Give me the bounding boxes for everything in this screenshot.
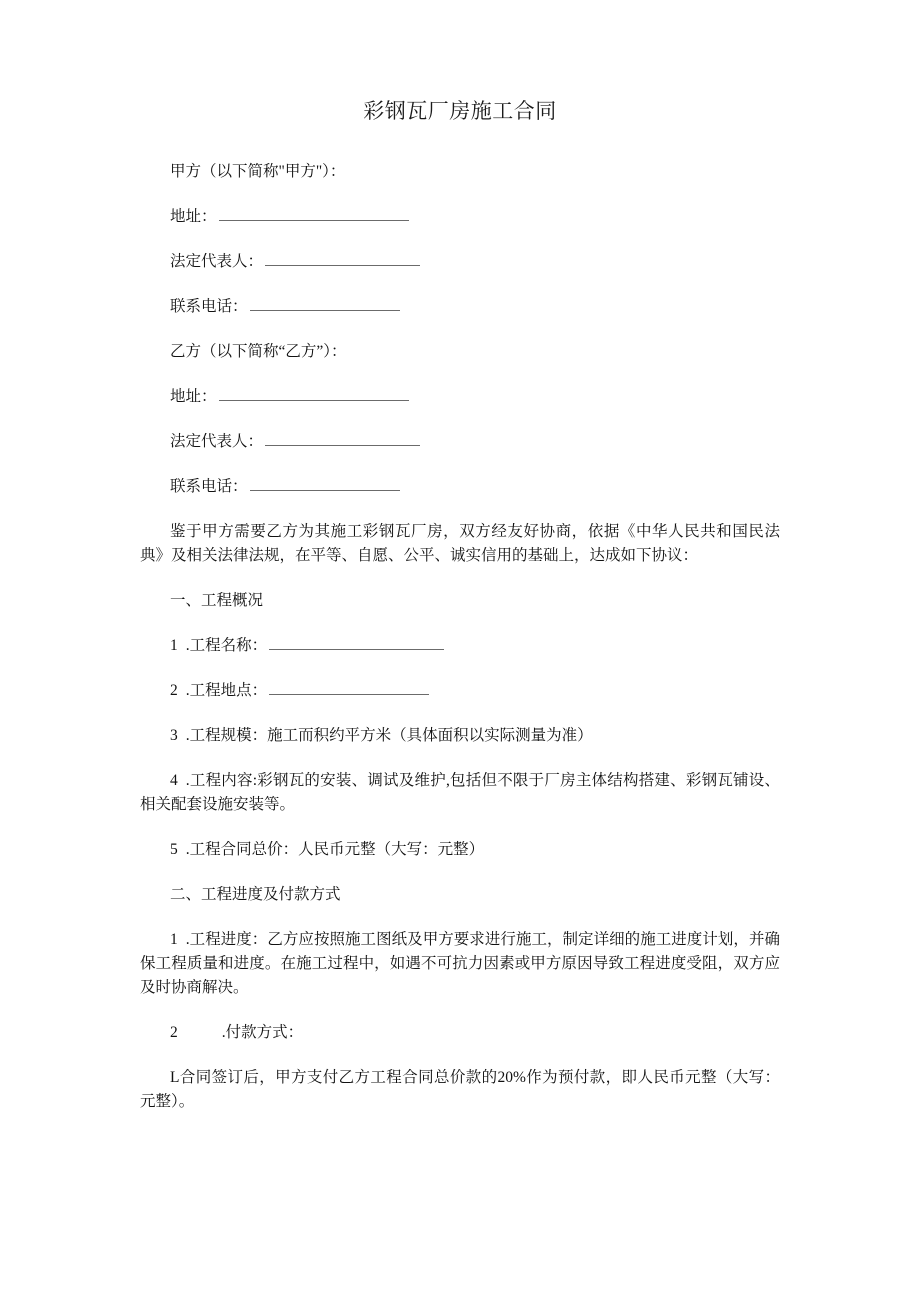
item-number: 5 — [170, 841, 178, 858]
payment-term-1: L合同签订后，甲方支付乙方工程合同总价款的20%作为预付款，即人民币元整（大写：元整）。 — [140, 1069, 780, 1110]
item-number: 2 — [170, 682, 178, 699]
party-b-representative-row — [140, 430, 780, 475]
item-dot: . — [221, 1024, 226, 1041]
section-heading-1: 一、工程概况 — [170, 592, 264, 609]
party-a-representative-label: 法定代表人： — [170, 253, 264, 270]
party-b-heading: 乙方（以下简称“乙方”）： — [170, 343, 347, 360]
section-2-item-1 — [140, 928, 780, 1021]
item-text: 乙方应按照施工图纸及甲方要求进行施工，制定详细的施工进度计划，并确保工程质量和进度。在施工过程中，如遇不可抗力因素或甲方原因导致工程进度受阻，双方应及时协商解决。 — [140, 931, 780, 996]
item-label: 工程合同总价： — [189, 841, 299, 858]
section-1-item-1 — [140, 634, 780, 679]
item-dot: . — [185, 637, 190, 654]
party-a-representative-row — [140, 250, 780, 295]
section-2-item-2 — [140, 1021, 780, 1066]
party-b-phone-label: 联系电话： — [170, 478, 248, 495]
party-b-address-row — [140, 385, 780, 430]
item-dot: . — [185, 931, 190, 948]
party-a-phone-blank[interactable] — [250, 295, 400, 311]
party-a-phone-row — [140, 295, 780, 340]
party-b-address-blank[interactable] — [219, 385, 409, 401]
party-a-address-blank[interactable] — [219, 205, 409, 221]
party-b-phone-row — [140, 475, 780, 520]
section-1-item-4 — [140, 769, 780, 838]
section-1-item-2 — [140, 679, 780, 724]
party-b-address-label: 地址： — [170, 388, 217, 405]
item-label: 工程规模： — [189, 727, 268, 744]
item-label: 工程名称： — [189, 637, 268, 654]
section-heading-2: 二、工程进度及付款方式 — [170, 886, 341, 903]
party-a-address-label: 地址： — [170, 208, 217, 225]
party-a-phone-label: 联系电话： — [170, 298, 248, 315]
item-number: 3 — [170, 727, 178, 744]
item-dot: . — [185, 772, 190, 789]
party-a-representative-blank[interactable] — [265, 250, 420, 266]
party-b-representative-label: 法定代表人： — [170, 433, 264, 450]
project-location-blank[interactable] — [269, 679, 429, 695]
party-a-address-row — [140, 205, 780, 250]
item-number: 1 — [170, 931, 178, 948]
item-number: 1 — [170, 637, 178, 654]
item-text: 人民币元整（大写：元整） — [298, 841, 485, 858]
party-a-heading: 甲方（以下简称"甲方"）： — [170, 163, 346, 180]
item-text: 彩钢瓦的安装、调试及维护,包括但不限于厂房主体结构搭建、彩钢瓦铺设、相关配套设施安装等。 — [140, 772, 780, 813]
item-number: 4 — [170, 772, 178, 789]
preamble-paragraph: 鉴于甲方需要乙方为其施工彩钢瓦厂房，双方经友好协商，依据《中华人民共和国民法典》及相关法律法规，在平等、自愿、公平、诚实信用的基础上，达成如下协议： — [140, 523, 780, 564]
project-name-blank[interactable] — [269, 634, 444, 650]
section-1-item-5 — [140, 838, 780, 883]
page-title: 彩钢瓦厂房施工合同 — [363, 99, 557, 123]
party-b-representative-blank[interactable] — [265, 430, 420, 446]
item-dot: . — [185, 727, 190, 744]
item-dot: . — [185, 682, 190, 699]
item-dot: . — [185, 841, 190, 858]
item-label: 工程内容: — [189, 772, 258, 789]
document-body — [140, 96, 780, 1135]
item-label: 工程进度： — [189, 931, 268, 948]
title-spacer — [140, 126, 780, 160]
item-label: 付款方式： — [225, 1024, 304, 1041]
section-1-item-3 — [140, 724, 780, 769]
party-b-phone-blank[interactable] — [250, 475, 400, 491]
item-label: 工程地点： — [189, 682, 268, 699]
item-text: 施工而积约平方米（具体面积以实际测量为准） — [267, 727, 593, 744]
item-number: 2 — [170, 1024, 178, 1041]
